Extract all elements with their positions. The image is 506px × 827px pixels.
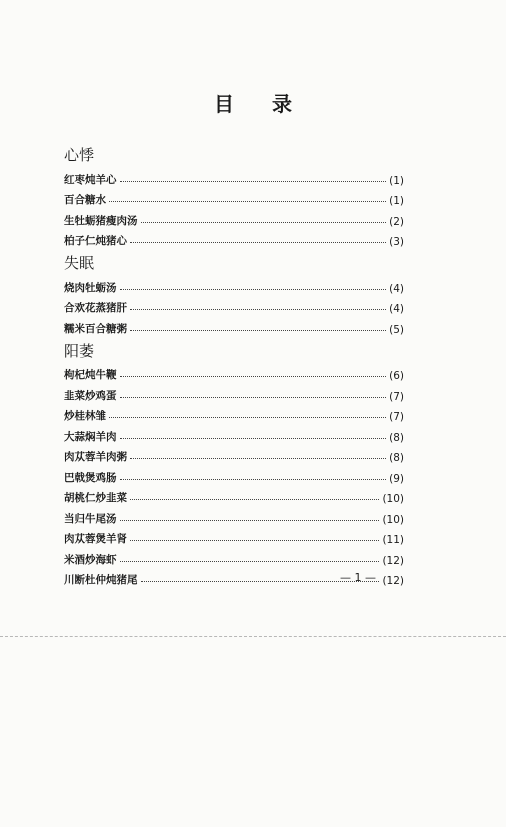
- entry-page-number: (2): [389, 215, 404, 228]
- toc-entry[interactable]: [64, 187, 404, 208]
- toc-entry[interactable]: [64, 228, 404, 249]
- entry-title: 烧肉牡蛎汤: [64, 281, 117, 294]
- table-of-contents: [64, 140, 404, 587]
- entry-page-number: (12): [382, 554, 404, 567]
- dot-leader: [120, 478, 387, 480]
- dot-leader: [130, 498, 379, 500]
- toc-entry[interactable]: [64, 315, 404, 336]
- title-char-left: 目: [214, 92, 234, 116]
- toc-entry[interactable]: [64, 166, 404, 187]
- entry-page-number: (3): [389, 236, 404, 248]
- toc-entry[interactable]: [64, 505, 404, 526]
- entry-title: 肉苁蓉羊肉粥: [64, 451, 127, 463]
- page-title: [0, 88, 506, 117]
- entry-title: 大蒜焖羊肉: [64, 430, 117, 443]
- entry-page-number: (5): [389, 323, 404, 336]
- title-char-right: 录: [272, 92, 292, 116]
- section-heading: 失眠: [64, 254, 95, 272]
- dot-leader: [130, 457, 386, 459]
- toc-entry[interactable]: [64, 362, 404, 383]
- entry-page-number: (6): [389, 370, 404, 382]
- entry-title: 川断杜仲炖猪尾: [64, 574, 138, 586]
- entry-page-number: (7): [389, 411, 404, 423]
- entry-title: 红枣炖羊心: [64, 173, 117, 186]
- entry-page-number: (10): [382, 513, 404, 526]
- toc-entry[interactable]: [64, 207, 404, 228]
- entry-page-number: (8): [389, 431, 404, 444]
- dot-leader: [130, 539, 379, 541]
- toc-entry[interactable]: [64, 382, 404, 403]
- section-heading: 阳萎: [64, 341, 95, 360]
- entry-title: 米酒炒海虾: [64, 553, 117, 566]
- entry-page-number: (4): [389, 282, 404, 295]
- toc-entry[interactable]: [64, 403, 404, 424]
- entry-page-number: (4): [389, 303, 404, 315]
- entry-title: 生牡蛎猪瘦肉汤: [64, 214, 138, 227]
- toc-entry[interactable]: [64, 526, 404, 547]
- dot-leader: [120, 288, 387, 290]
- entry-title: 合欢花蒸猪肝: [64, 302, 127, 314]
- entry-title: 巴戟煲鸡肠: [64, 471, 117, 484]
- dot-leader: [120, 437, 387, 439]
- dot-leader: [120, 519, 380, 521]
- dot-leader: [109, 200, 386, 202]
- entry-title: 当归牛尾汤: [64, 512, 117, 525]
- entry-title: 枸杞炖牛鞭: [64, 369, 117, 381]
- entry-page-number: (1): [389, 174, 404, 187]
- dot-leader: [120, 180, 387, 182]
- entry-title: 胡桃仁炒韭菜: [64, 492, 127, 504]
- dot-leader: [120, 375, 387, 377]
- dot-leader: [120, 560, 380, 562]
- toc-entry[interactable]: [64, 444, 404, 465]
- dot-leader: [130, 329, 386, 331]
- toc-entry[interactable]: [64, 464, 404, 485]
- entry-title: 韭菜炒鸡蛋: [64, 389, 117, 402]
- entry-page-number: (10): [382, 493, 404, 505]
- toc-entry[interactable]: [64, 546, 404, 567]
- dot-leader: [130, 241, 386, 243]
- toc-entry[interactable]: [64, 485, 404, 506]
- entry-page-number: (9): [389, 472, 404, 485]
- toc-entry[interactable]: [64, 295, 404, 316]
- dot-leader: [109, 416, 386, 418]
- dot-leader: [120, 396, 387, 398]
- toc-entry[interactable]: [64, 274, 404, 295]
- entry-title: 柏子仁炖猪心: [64, 235, 127, 247]
- page-divider: [0, 636, 506, 637]
- entry-page-number: (8): [389, 452, 404, 464]
- entry-page-number: (11): [382, 534, 404, 546]
- entry-title: 炒桂林雏: [64, 410, 106, 422]
- entry-page-number: (1): [389, 195, 404, 207]
- toc-entry[interactable]: [64, 423, 404, 444]
- entry-title: 肉苁蓉煲羊肾: [64, 533, 127, 545]
- entry-title: 百合糖水: [64, 194, 106, 206]
- entry-page-number: (12): [382, 575, 404, 587]
- page-number: — 1 —: [340, 571, 376, 584]
- entry-page-number: (7): [389, 390, 404, 403]
- dot-leader: [130, 308, 386, 310]
- entry-title: 糯米百合糖粥: [64, 322, 127, 335]
- section-heading: 心悸: [64, 146, 95, 164]
- dot-leader: [141, 221, 387, 223]
